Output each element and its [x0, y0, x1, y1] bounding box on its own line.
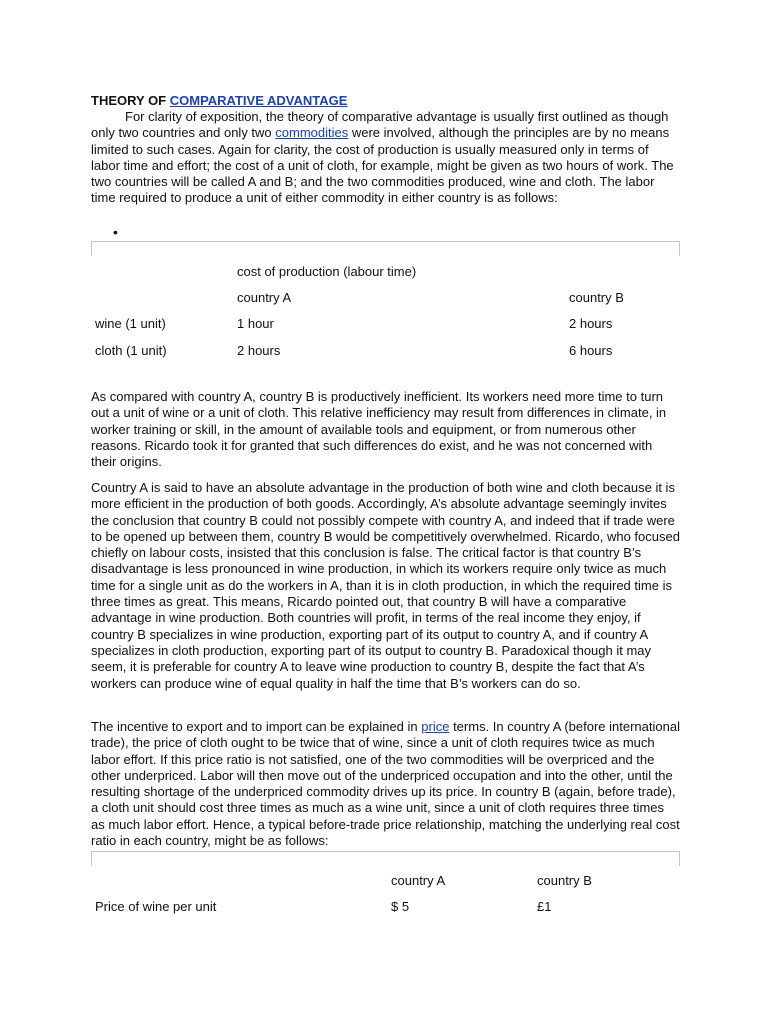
section-heading — [91, 93, 347, 109]
cost-table-caption: cost of production (labour time) — [237, 264, 417, 279]
paragraph-price-incentive — [91, 719, 681, 849]
cost-table-cell: 2 hours — [237, 343, 281, 358]
cost-table-row-label: cloth (1 unit) — [95, 343, 167, 358]
price-table-cell: $ 5 — [391, 899, 410, 914]
commodities-link[interactable]: commodities — [275, 125, 349, 141]
cost-table-col-country-a: country A — [237, 290, 292, 305]
cost-table-cell: 2 hours — [569, 316, 613, 331]
price-table-row-label: Price of wine per unit — [95, 899, 217, 914]
price-table-border — [91, 851, 680, 866]
cost-table-cell: 1 hour — [237, 316, 274, 331]
paragraph-relative-inefficiency: As compared with country A, country B is productively inefficient. Its workers need more time to turn out a unit of wine or a unit of cloth. This relative inefficiency may result from differences in climate, in worker training or skill, in the amount of available tools and equipment, or from numerous other reasons. Ricardo took it for granted that such differences do exist, and he was not concerned with their origins. — [91, 389, 667, 470]
price-table-col-country-a: country A — [391, 873, 446, 888]
intro-text-1: For clarity of exposition, the theory of comparative advantage is usually first outlined as though only two countries and only two — [91, 109, 669, 141]
price-table-col-country-b: country B — [537, 873, 592, 888]
intro-text-2: were involved, although the principles are by no means limited to such cases. Again for clarity, the cost of production is usually measured only in terms of labor time and effort; the cost of a unit of cloth, for example, might be given as two hours of work. The two countries will be called A and B; and the two commodities produced, wine and cloth. The labor time required to produce a unit of either commodity in either country is as follows: — [91, 125, 674, 206]
comparative-advantage-link[interactable]: COMPARATIVE ADVANTAGE — [169, 93, 348, 108]
para4-text-1: The incentive to export and to import can be explained in — [91, 719, 422, 734]
price-link[interactable]: price — [421, 719, 450, 734]
cost-table-col-country-b: country B — [569, 290, 624, 305]
bullet-point: • — [113, 224, 118, 240]
price-table-cell: £1 — [537, 899, 552, 914]
paragraph-absolute-advantage: Country A is said to have an absolute advantage in the production of both wine and cloth because it is more efficient in the production of both goods. Accordingly, A’s absolute advantage seemingly invites the conclusion that country B could not possibly compete with country A, and indeed that if trade were to be opened up between them, country B would be competitively overwhelmed. Ricardo, who focused chiefly on labour costs, insisted that this conclusion is false. The critical factor is that country B’s disadvantage is less pronounced in wine production, in which its workers require only twice as much time for a single unit as do the workers in A, than it is in cloth production, in which the required time is three times as great. This means, Ricardo pointed out, that country B will have a comparative advantage in wine production. Both countries will profit, in terms of the real income they enjoy, if country B specializes in wine production, exporting part of its output to country A, and if country A specializes in cloth production, exporting part of its output to country B. Paradoxical though it may seem, it is preferable for country A to leave wine production to country B, despite the fact that A’s workers can produce wine of equal quality in half the time that B’s workers can do so. — [91, 480, 680, 691]
cost-table-row-label: wine (1 unit) — [95, 316, 166, 331]
intro-paragraph — [91, 109, 681, 207]
heading-prefix: THEORY OF — [91, 93, 170, 108]
cost-table-border — [91, 241, 680, 256]
cost-table-cell: 6 hours — [569, 343, 613, 358]
para4-text-2: terms. In country A (before international trade), the price of cloth ought to be twice that of wine, since a unit of cloth requires twice as much labor effort. If this price ratio is not satisfied, one of the two commodities will be overpriced and the other underpriced. Labor will then move out of the underpriced occupation and into the other, until the resulting shortage of the underpriced commodity drives up its price. In country B (again, before trade), a cloth unit should cost three times as much as a wine unit, since a unit of cloth requires three times as much labor effort. Hence, a typical before-trade price relationship, matching the underlying real cost ratio in each country, might be as follows: — [91, 719, 680, 849]
